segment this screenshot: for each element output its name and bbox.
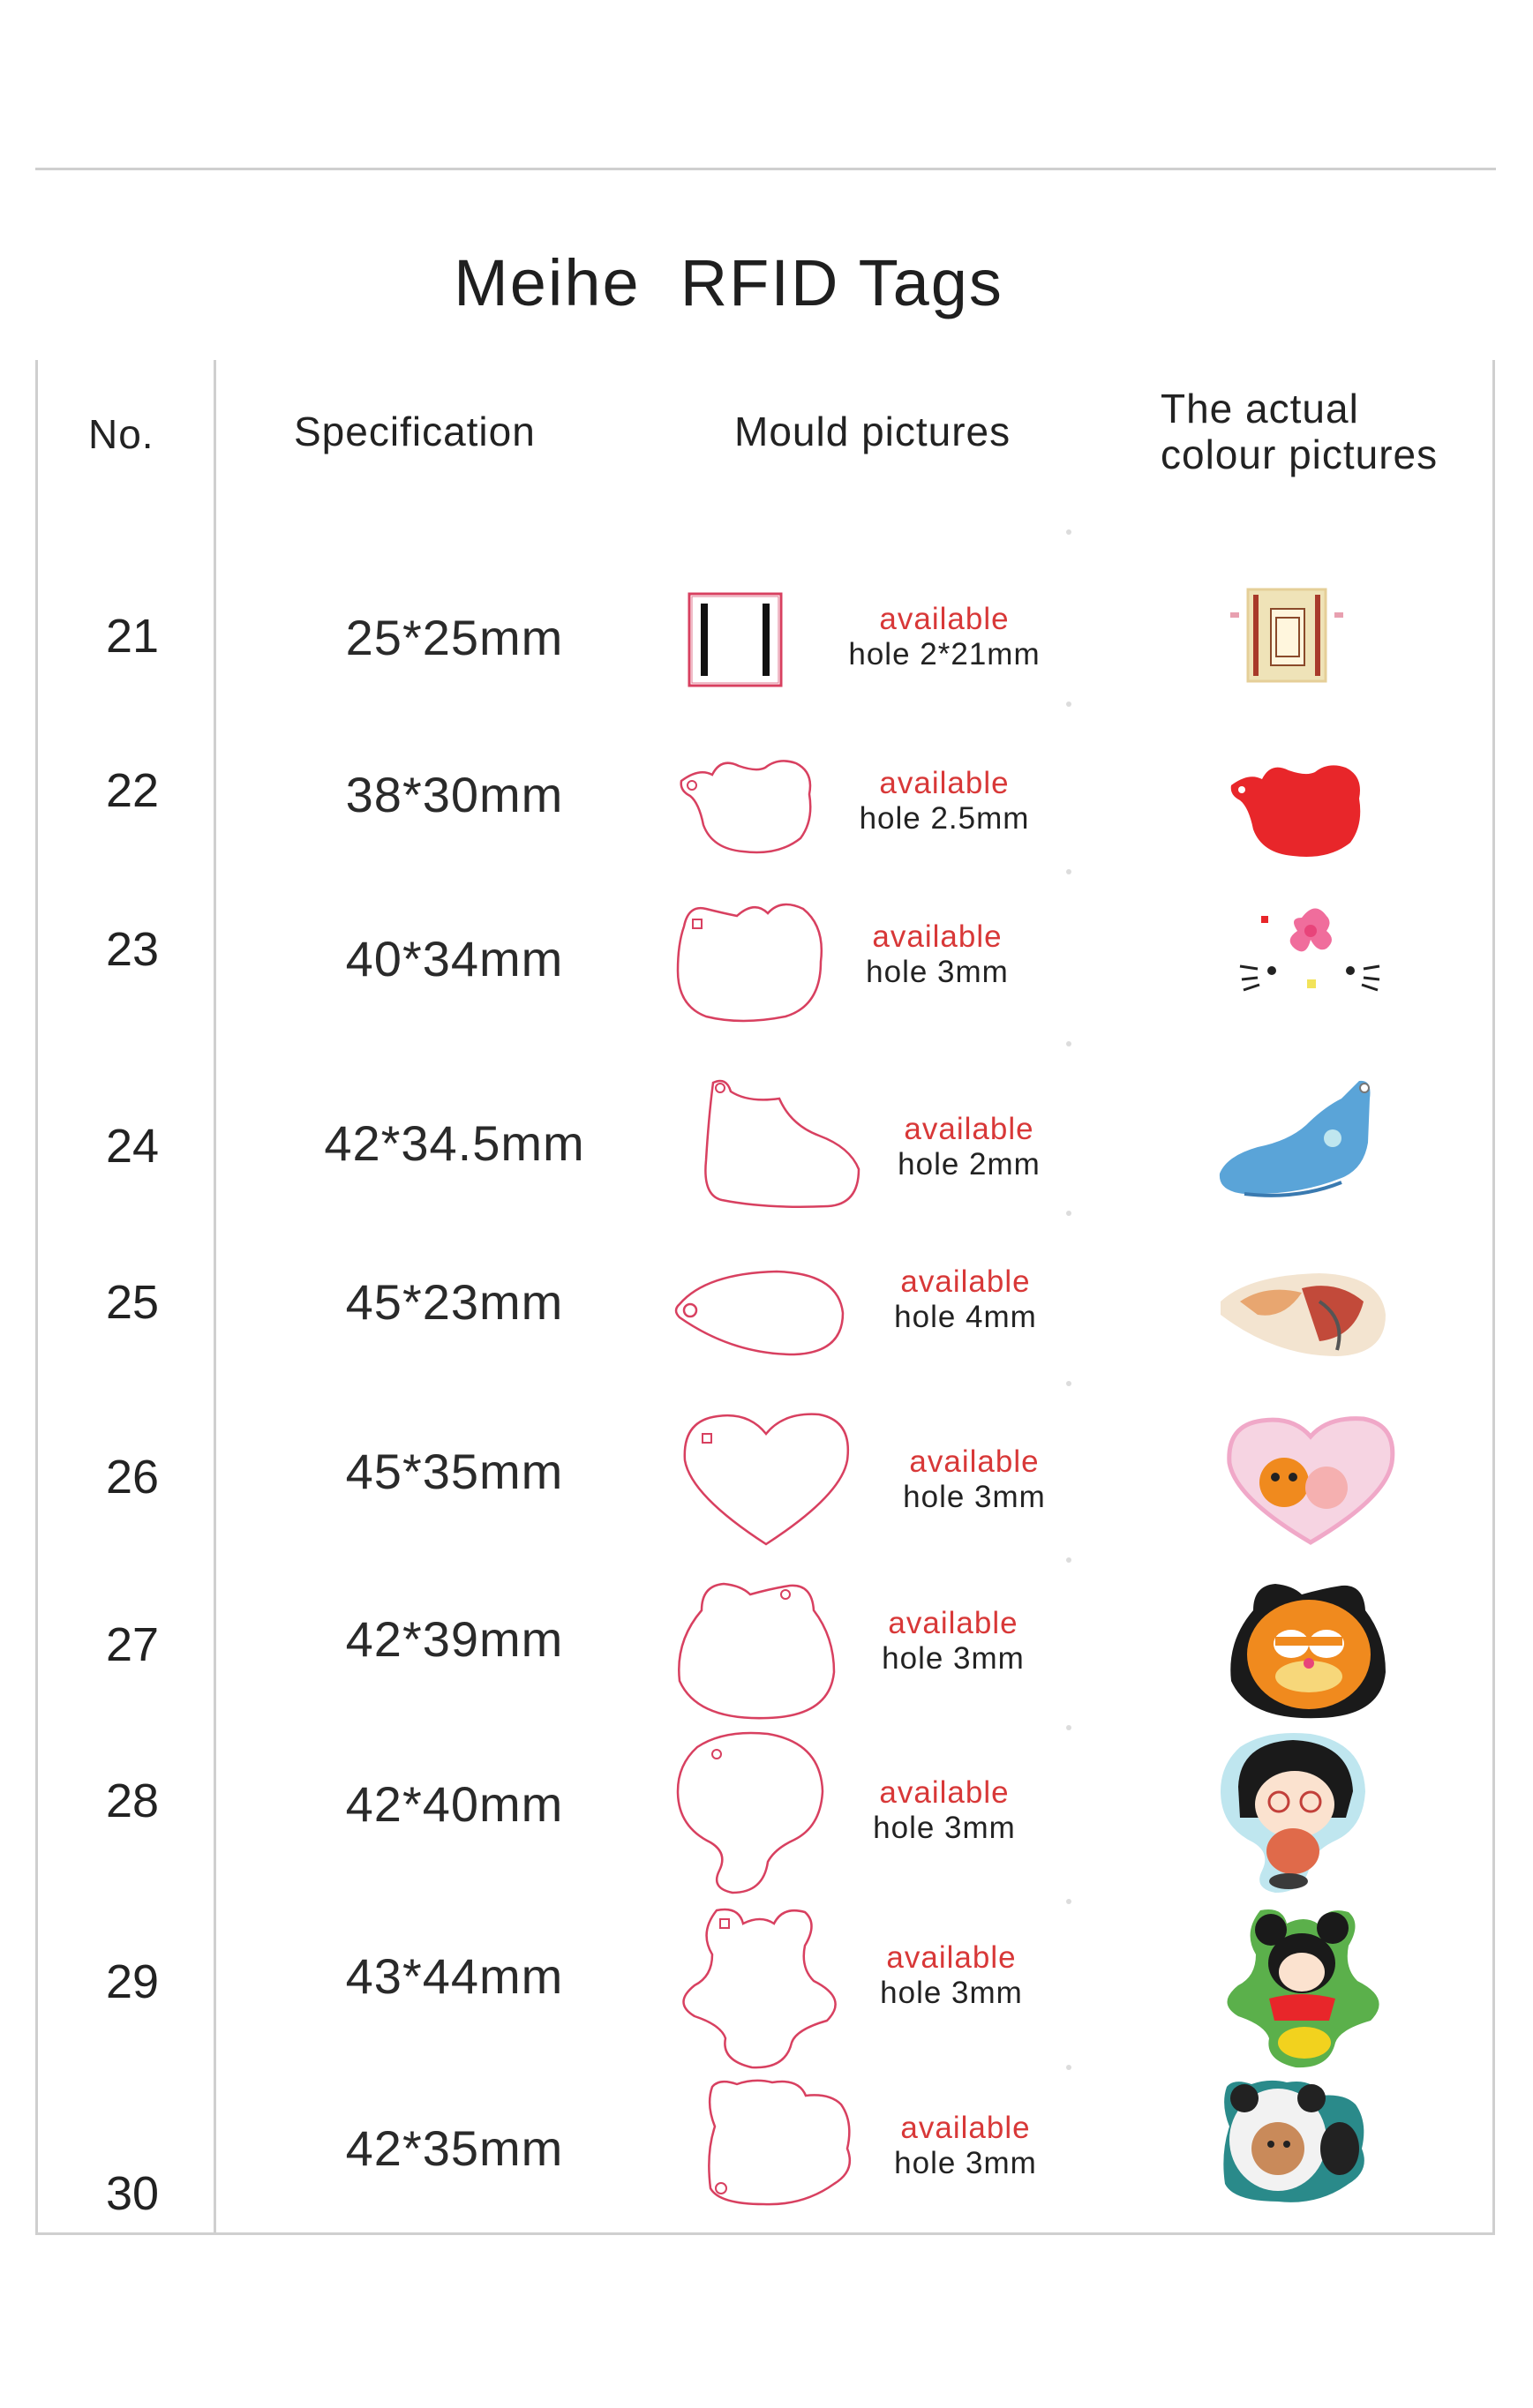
girl-tag-icon bbox=[671, 1729, 830, 1897]
top-divider bbox=[35, 168, 1496, 170]
row-number: 30 bbox=[106, 2167, 160, 2220]
header-specification: Specification bbox=[294, 409, 536, 454]
row-specification: 42*34.5mm bbox=[324, 1115, 585, 1171]
row-divider-dot bbox=[1066, 1041, 1071, 1046]
header-mould-pictures: Mould pictures bbox=[734, 409, 1011, 454]
mickey-tag-icon bbox=[673, 1902, 849, 2069]
row-number: 28 bbox=[106, 1774, 160, 1827]
row-specification: 42*35mm bbox=[345, 2120, 564, 2176]
availability-label: available bbox=[879, 602, 1010, 636]
availability-label: available bbox=[879, 766, 1010, 800]
header-colour-line2: colour pictures bbox=[1161, 431, 1439, 477]
page-title: Meihe RFID Tags bbox=[454, 246, 1003, 319]
hole-size: hole 2*21mm bbox=[848, 637, 1041, 671]
row-divider-dot bbox=[1066, 701, 1071, 707]
row-specification: 42*39mm bbox=[345, 1611, 564, 1667]
square-tag-icon bbox=[687, 591, 784, 688]
row-number: 25 bbox=[106, 1276, 160, 1329]
row-divider-dot bbox=[1066, 1557, 1071, 1563]
row-number: 26 bbox=[106, 1451, 160, 1504]
shoe-tag-icon bbox=[695, 1072, 872, 1213]
row-number: 23 bbox=[106, 923, 160, 976]
blue-shoe-tag-icon bbox=[1209, 1072, 1386, 1204]
row-specification: 43*44mm bbox=[345, 1948, 564, 2004]
availability-label: available bbox=[886, 1940, 1017, 1975]
red-cat-tag-icon bbox=[1222, 746, 1372, 860]
panda-tag-icon bbox=[702, 2074, 869, 2215]
row-divider-dot bbox=[1066, 869, 1071, 874]
rfid-square-tag-icon bbox=[1225, 582, 1349, 688]
row-specification: 38*30mm bbox=[345, 767, 564, 822]
row-specification: 25*25mm bbox=[345, 610, 564, 665]
hole-size: hole 3mm bbox=[866, 955, 1009, 989]
row-specification: 45*35mm bbox=[345, 1444, 564, 1499]
hole-size: hole 4mm bbox=[894, 1300, 1037, 1334]
header-no: No. bbox=[88, 411, 154, 457]
availability-label: available bbox=[904, 1112, 1034, 1146]
panda-print-tag-icon bbox=[1216, 2074, 1384, 2206]
row-specification: 40*34mm bbox=[345, 931, 564, 986]
row-number: 22 bbox=[106, 764, 160, 817]
garfield-tag-icon bbox=[671, 1575, 847, 1725]
hole-size: hole 2.5mm bbox=[859, 801, 1030, 836]
row-divider-dot bbox=[1066, 2065, 1071, 2070]
teardrop-print-tag-icon bbox=[1214, 1266, 1390, 1363]
row-number: 21 bbox=[106, 610, 160, 663]
availability-label: available bbox=[900, 2111, 1031, 2145]
hole-size: hole 3mm bbox=[880, 1976, 1023, 2010]
hole-size: hole 3mm bbox=[903, 1480, 1046, 1514]
row-divider-dot bbox=[1066, 1899, 1071, 1904]
availability-label: available bbox=[872, 919, 1003, 954]
girl-print-tag-icon bbox=[1214, 1729, 1372, 1897]
row-number: 24 bbox=[106, 1120, 160, 1173]
heart-print-tag-icon bbox=[1222, 1412, 1399, 1544]
hole-size: hole 2mm bbox=[898, 1147, 1041, 1181]
kitty-head-tag-icon bbox=[671, 891, 830, 1024]
heart-tag-icon bbox=[678, 1407, 854, 1549]
row-divider-dot bbox=[1066, 1381, 1071, 1386]
cat-head-tag-icon bbox=[673, 741, 823, 856]
hole-size: hole 3mm bbox=[894, 2146, 1037, 2180]
hello-kitty-tag-icon bbox=[1222, 891, 1381, 1006]
row-number: 27 bbox=[106, 1618, 160, 1671]
garfield-print-tag-icon bbox=[1222, 1575, 1399, 1725]
row-divider-dot bbox=[1066, 1725, 1071, 1730]
teardrop-tag-icon bbox=[671, 1264, 847, 1362]
availability-label: available bbox=[879, 1775, 1010, 1810]
row-specification: 45*23mm bbox=[345, 1274, 564, 1330]
hole-size: hole 3mm bbox=[873, 1811, 1016, 1845]
header-colour-line1: The actual bbox=[1161, 386, 1359, 431]
row-number: 29 bbox=[106, 1955, 160, 2008]
column-divider bbox=[214, 360, 216, 2232]
availability-label: available bbox=[909, 1444, 1040, 1479]
row-divider-dot bbox=[1066, 1211, 1071, 1216]
row-specification: 42*40mm bbox=[345, 1776, 564, 1832]
mickey-print-tag-icon bbox=[1216, 1902, 1393, 2069]
row-divider-dot bbox=[1066, 529, 1071, 535]
availability-label: available bbox=[900, 1264, 1031, 1299]
hole-size: hole 3mm bbox=[882, 1641, 1025, 1676]
availability-label: available bbox=[888, 1606, 1018, 1640]
